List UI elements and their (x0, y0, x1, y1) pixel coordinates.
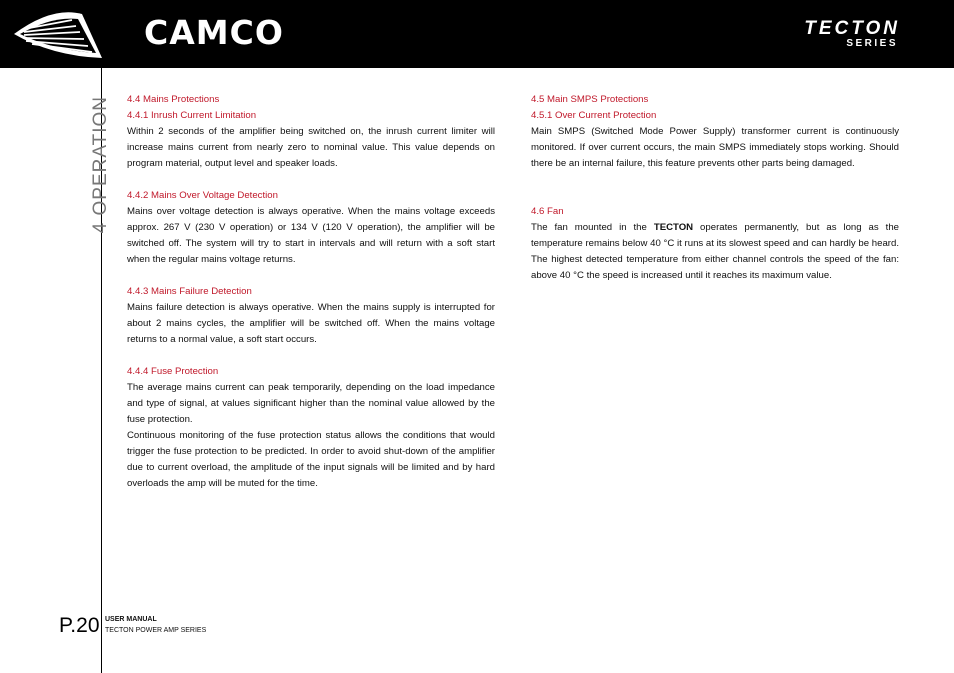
paragraph: Mains failure detection is always operative. When the mains supply is interrupted for about 2 mains cycles, the amplifier will be switched off. When the mains voltage returns to a normal value, a soft start occurs. (127, 302, 495, 345)
subsection-heading: 4.4.3 Mains Failure Detection (127, 286, 252, 297)
subsection-heading: 4.4.2 Mains Over Voltage Detection (127, 190, 278, 201)
footer-product-label: TECTON POWER AMP SERIES (105, 627, 207, 634)
subsection-heading: 4.5.1 Over Current Protection (531, 110, 657, 121)
paragraph-text: The fan mounted in the (531, 222, 654, 233)
right-column (531, 92, 899, 284)
paragraph (531, 220, 899, 284)
paragraph: Within 2 seconds of the amplifier being switched on, the inrush current limiter will increase mains current from nearly zero to nominal value. This value depends on program material, output level and speaker loads. (127, 126, 495, 169)
camco-logo-icon (12, 10, 104, 62)
paragraph: Continuous monitoring of the fuse protection status allows the conditions that would trigger the fuse protection to be predicted. In order to avoid shut-down of the amplifier due to current overload, the amplitude of the input signals will be limited and by hard overloads the amp will be muted for the time. (127, 430, 495, 489)
header-bar (0, 0, 954, 68)
left-column (127, 92, 495, 492)
series-title: TECTON (804, 18, 900, 39)
subsection-heading: 4.4.4 Fuse Protection (127, 366, 219, 377)
paragraph: The average mains current can peak temporarily, depending on the load impedance and type of signal, at values significant higher than the nominal value allowed by the fuse protection. (127, 382, 495, 425)
series-subtitle: SERIES (846, 38, 898, 49)
chapter-label: 4 OPERATION (90, 96, 111, 234)
footer-manual-label: USER MANUAL (105, 616, 157, 623)
subsection-heading: 4.4.1 Inrush Current Limitation (127, 110, 257, 121)
page-number: P.20 (59, 614, 100, 637)
paragraph: Main SMPS (Switched Mode Power Supply) transformer current is continuously monitored. If over current occurs, the main SMPS immediately stops working. Should there be an internal failure, this feature prevents other parts being damaged. (531, 126, 899, 169)
product-name: TECTON (653, 222, 694, 233)
section-heading: 4.4 Mains Protections (127, 94, 220, 105)
brand-logo: CAMCO (144, 13, 284, 52)
paragraph-text: operates permanently, but as long as the temperature remains below 40 °C it runs at its slowest speed and can hardly be heard. The highest detected temperature from either channel controls the speed of the fan: above 40 °C the speed is increased until it reaches its maximum value. (531, 222, 899, 281)
section-heading: 4.5 Main SMPS Protections (531, 94, 649, 105)
paragraph: Mains over voltage detection is always operative. When the mains voltage exceeds approx. 267 V (230 V operation) or 134 V (120 V operation), the amplifier will be switched off. The system will try to start in intervals and will return with a soft start when the regular mains voltage returns. (127, 206, 495, 265)
section-heading: 4.6 Fan (531, 206, 564, 217)
